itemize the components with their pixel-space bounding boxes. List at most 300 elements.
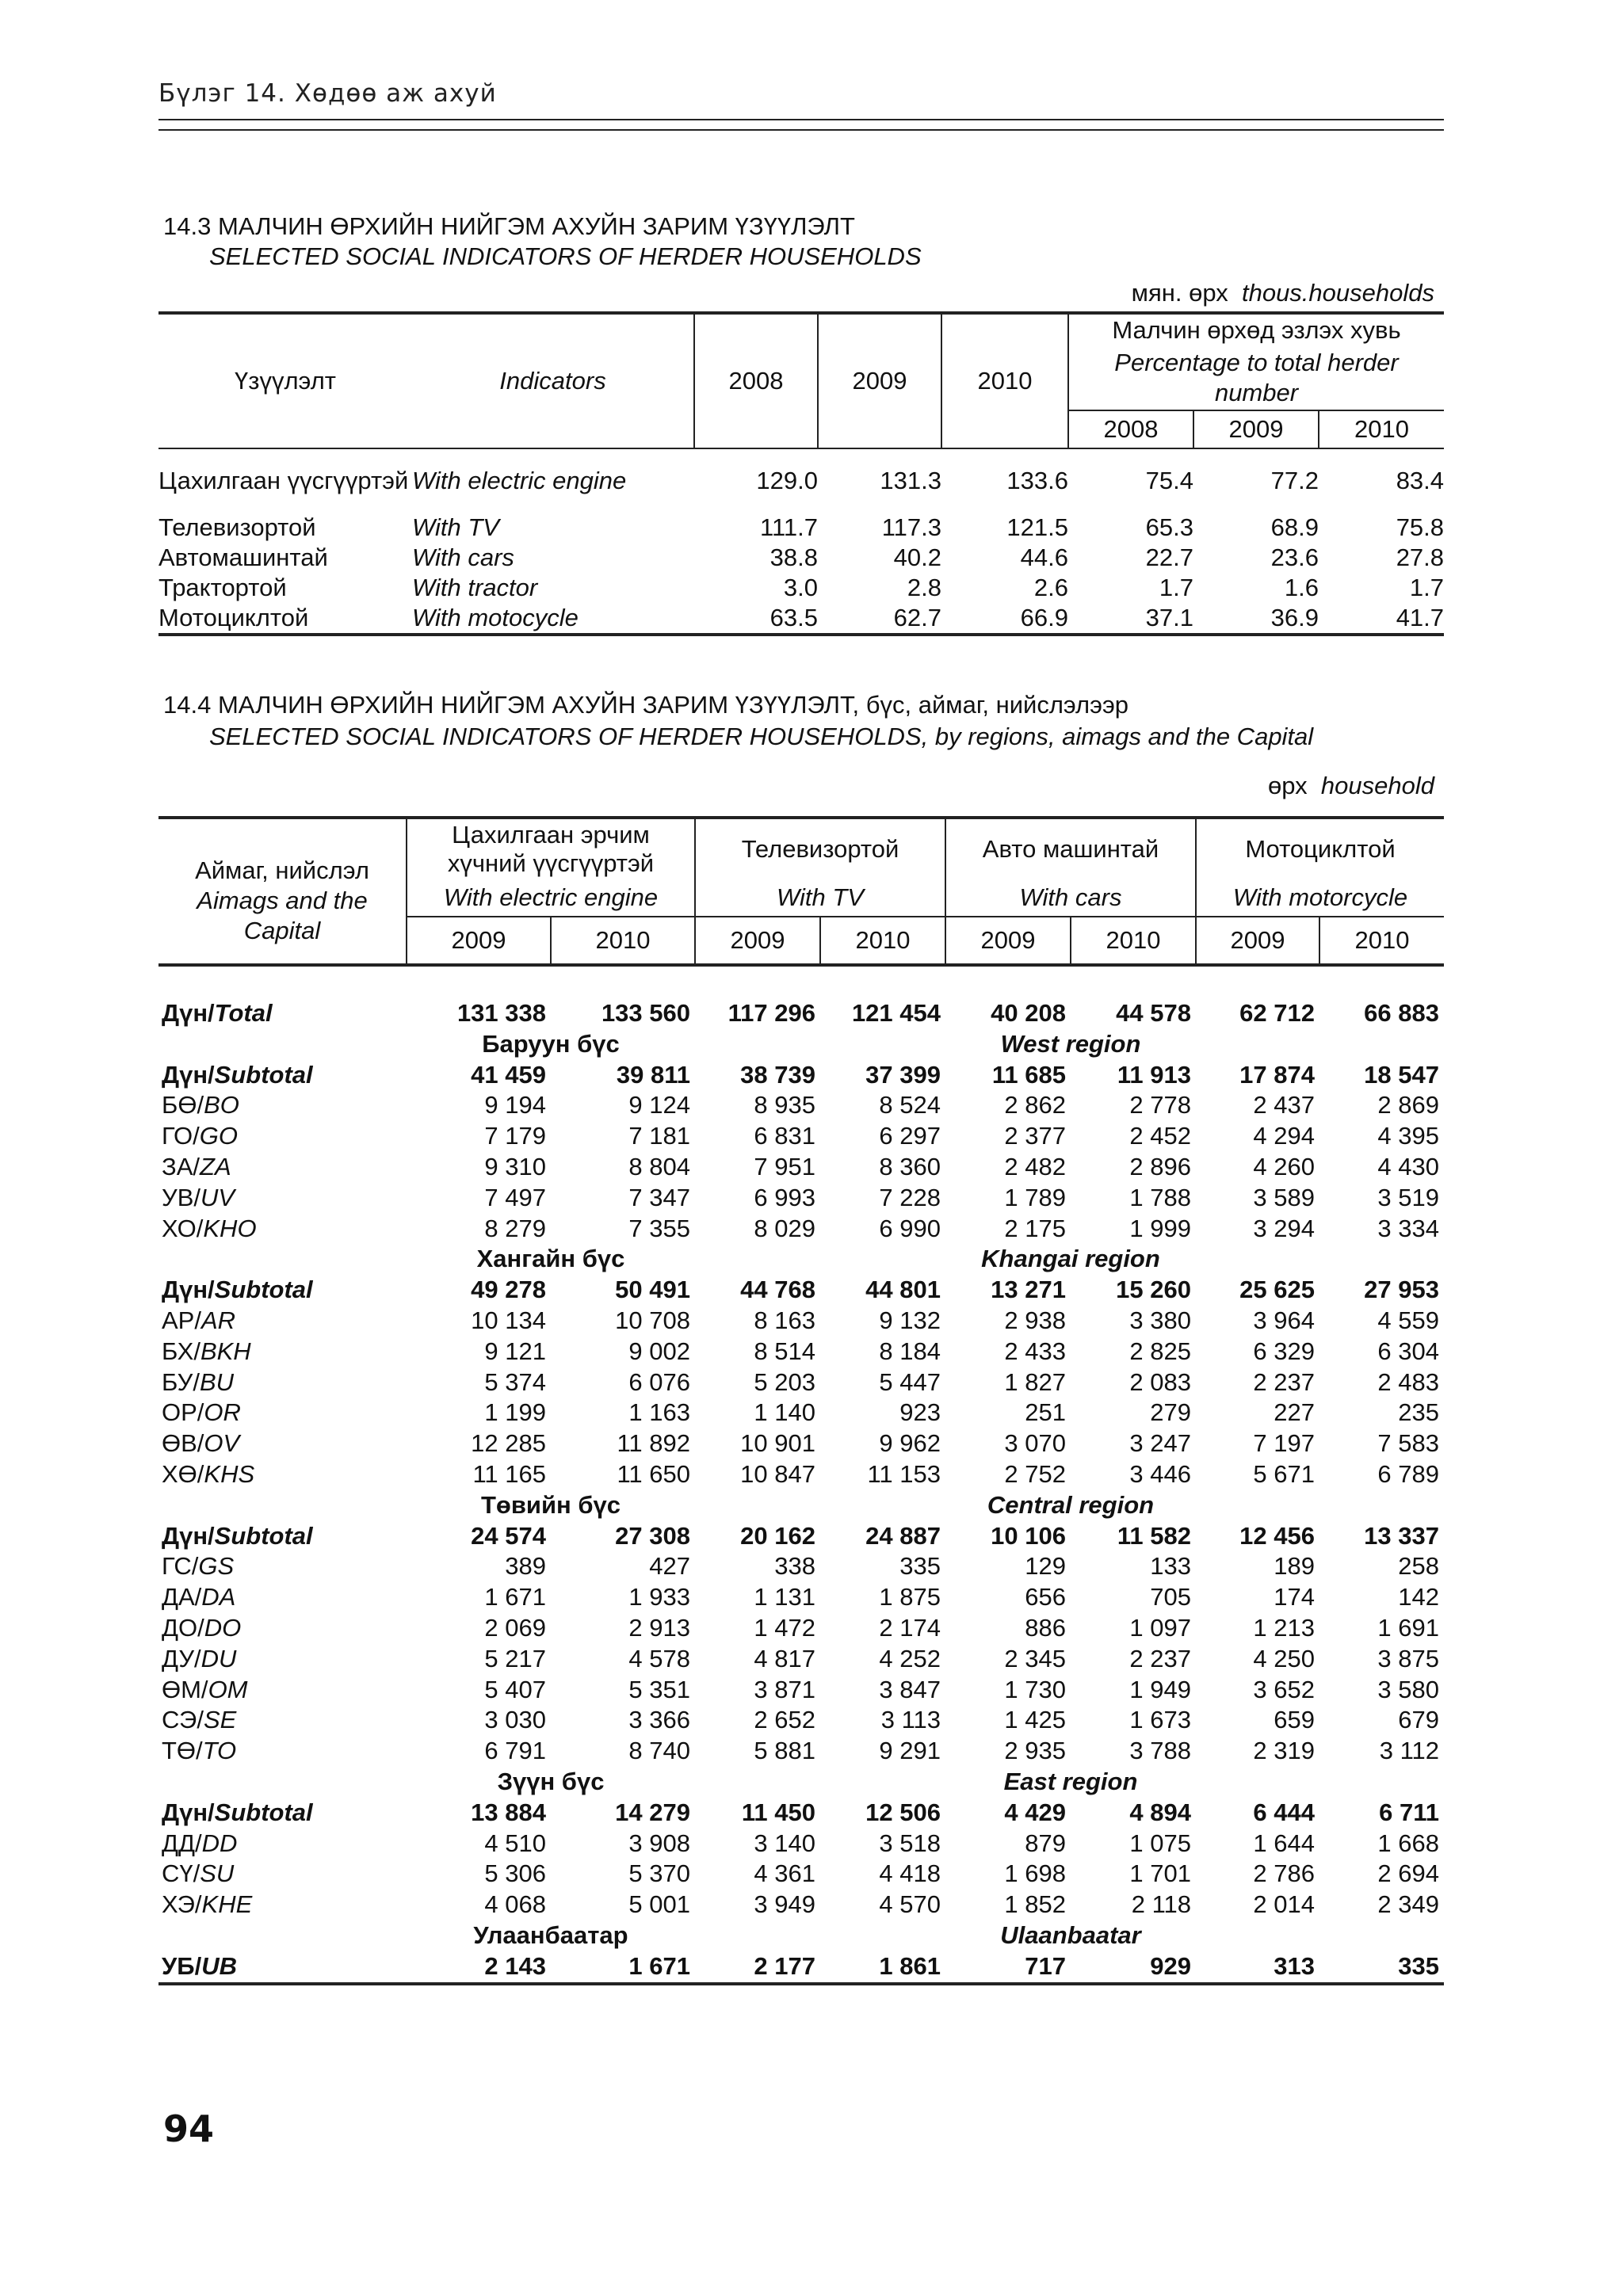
cell: 1 852 <box>1004 1890 1066 1919</box>
row-label-mn: Дүн/ <box>162 1060 215 1089</box>
row-label <box>158 1398 407 1428</box>
table-row <box>158 1613 1444 1644</box>
cell: 2 483 <box>1377 1367 1439 1396</box>
row-label-en: DD <box>201 1829 238 1857</box>
cell: 83.4 <box>1396 467 1445 494</box>
row-label-en: DO <box>204 1613 242 1642</box>
table-row <box>158 448 1444 513</box>
cell: 36.9 <box>1270 604 1319 631</box>
cell: 8 804 <box>628 1152 690 1180</box>
table2-year: 2009 <box>1196 917 1319 965</box>
cell: 235 <box>1398 1398 1439 1427</box>
cell: 3 140 <box>754 1829 815 1857</box>
table1-year: 2010 <box>941 313 1068 448</box>
cell: 1 861 <box>879 1951 941 1980</box>
cell: 5 203 <box>754 1367 815 1396</box>
cell: 1 933 <box>628 1583 690 1611</box>
cell: 22.7 <box>1145 543 1193 571</box>
cell: 2 862 <box>1004 1091 1066 1119</box>
cell: 40.2 <box>893 543 941 571</box>
cell: 2 377 <box>1004 1122 1066 1150</box>
row-label-en: UB <box>201 1951 237 1980</box>
row-label-en: With cars <box>412 543 514 571</box>
table1-unit <box>1132 279 1434 307</box>
cell: 3 589 <box>1253 1183 1315 1211</box>
row-label-mn: ГС/ <box>162 1552 199 1581</box>
cell: 11 913 <box>1117 1060 1191 1089</box>
cell: 4 250 <box>1253 1644 1315 1672</box>
table1-unit-en: thous.households <box>1241 279 1434 307</box>
table1-pct-en: Percentage to total herder number <box>1068 346 1444 410</box>
cell: 38.8 <box>769 543 818 571</box>
row-label-en: TO <box>202 1737 237 1765</box>
row-label-mn: Дүн/ <box>162 999 215 1027</box>
cell: 8 184 <box>879 1337 941 1365</box>
row-label <box>158 1736 407 1767</box>
cell: 3 446 <box>1129 1459 1191 1488</box>
row-label <box>158 1090 407 1121</box>
cell: 8 029 <box>754 1214 815 1242</box>
table2-year: 2010 <box>1319 917 1444 965</box>
cell: 338 <box>774 1552 815 1581</box>
cell: 4 068 <box>484 1890 546 1919</box>
cell: 1 668 <box>1377 1829 1439 1857</box>
cell: 24 887 <box>865 1521 941 1550</box>
cell: 5 407 <box>484 1675 546 1703</box>
cell: 4 395 <box>1377 1122 1439 1150</box>
cell: 2.8 <box>907 574 941 601</box>
cell: 37 399 <box>865 1060 941 1089</box>
cell: 66 883 <box>1364 999 1439 1027</box>
row-label <box>158 1951 407 1984</box>
row-label-en: KHS <box>204 1459 255 1488</box>
cell: 4 418 <box>879 1859 941 1888</box>
table2-unit <box>1268 772 1434 800</box>
cell: 1 999 <box>1129 1214 1191 1242</box>
cell: 10 134 <box>471 1306 546 1334</box>
row-label-en: With TV <box>412 513 499 541</box>
row-label-mn: ХО/ <box>162 1214 204 1242</box>
table1 <box>158 311 1444 636</box>
cell: 227 <box>1274 1398 1315 1427</box>
cell: 3 070 <box>1004 1429 1066 1458</box>
row-label-en: BU <box>199 1367 235 1396</box>
region-header-row <box>158 1767 1444 1798</box>
row-label-en: SE <box>203 1706 237 1734</box>
table2-group-electric-mn: Цахилгаан эрчим хүчний үүсгүүртэй <box>407 818 695 879</box>
row-label-en: Subtotal <box>214 1521 313 1550</box>
cell: 131 338 <box>456 999 546 1027</box>
cell: 7 197 <box>1253 1429 1315 1458</box>
cell: 5 370 <box>628 1859 690 1888</box>
row-label <box>158 998 407 1029</box>
row-label-mn: ӨВ/ <box>162 1429 204 1458</box>
row-label-mn: ОР/ <box>162 1398 204 1427</box>
table2-col-aimag <box>158 818 407 965</box>
table-row <box>158 1644 1444 1675</box>
row-label <box>158 1337 407 1367</box>
row-label-en: Subtotal <box>214 1060 313 1089</box>
table-row <box>158 1398 1444 1428</box>
table-row <box>158 1337 1444 1367</box>
cell: 9 194 <box>484 1091 546 1119</box>
row-label-mn: ӨМ/ <box>162 1675 208 1703</box>
cell: 62.7 <box>893 604 941 631</box>
cell: 3 875 <box>1377 1644 1439 1672</box>
region-name-en: Central region <box>987 1490 1155 1519</box>
cell: 6 297 <box>879 1122 941 1150</box>
cell: 129 <box>1025 1552 1066 1581</box>
cell: 2.6 <box>1033 574 1068 601</box>
cell: 3 380 <box>1129 1306 1191 1334</box>
cell: 2 778 <box>1129 1091 1191 1119</box>
cell: 8 360 <box>879 1152 941 1180</box>
cell: 44 801 <box>865 1276 941 1304</box>
cell: 335 <box>1398 1951 1439 1980</box>
row-label-mn: УВ/ <box>162 1183 200 1211</box>
table2-body <box>158 998 1444 1984</box>
cell: 3.0 <box>783 574 818 601</box>
cell: 1 698 <box>1004 1859 1066 1888</box>
cell: 41 459 <box>471 1060 546 1089</box>
region-name-en: East region <box>1003 1767 1138 1795</box>
cell: 2 786 <box>1253 1859 1315 1888</box>
cell: 251 <box>1025 1398 1066 1427</box>
row-label-mn: ХӨ/ <box>162 1459 204 1488</box>
row-label-mn: УБ/ <box>162 1951 202 1980</box>
cell: 7 228 <box>879 1183 941 1211</box>
row-label-mn: ЗА/ <box>162 1152 200 1180</box>
cell: 4 559 <box>1377 1306 1439 1334</box>
table-row <box>158 1859 1444 1890</box>
cell: 5 881 <box>754 1737 815 1765</box>
cell: 63.5 <box>769 604 818 631</box>
cell: 133 560 <box>601 999 690 1027</box>
row-label <box>158 1214 407 1245</box>
row-label-mn: ХЭ/ <box>162 1890 202 1919</box>
cell: 1 691 <box>1377 1613 1439 1642</box>
row-label-en: With tractor <box>412 574 538 601</box>
table-row <box>158 1275 1444 1306</box>
cell: 4 817 <box>754 1644 815 1672</box>
cell: 2 069 <box>484 1613 546 1642</box>
cell: 8 163 <box>754 1306 815 1334</box>
cell: 39 811 <box>616 1060 690 1089</box>
table2-year: 2009 <box>945 917 1071 965</box>
table-row <box>158 1951 1444 1984</box>
region-header-row <box>158 1490 1444 1521</box>
cell: 129.0 <box>756 467 818 494</box>
cell: 14 279 <box>615 1798 690 1826</box>
cell: 1.7 <box>1409 574 1445 601</box>
cell: 4 430 <box>1377 1152 1439 1180</box>
cell: 4 570 <box>879 1890 941 1919</box>
cell: 659 <box>1274 1706 1315 1734</box>
cell: 24 574 <box>471 1521 546 1550</box>
cell: 7 583 <box>1377 1429 1439 1458</box>
row-label-mn: ДУ/ <box>162 1644 201 1672</box>
table-row <box>158 1367 1444 1398</box>
table2-year: 2010 <box>1071 917 1196 965</box>
cell: 2 869 <box>1377 1091 1439 1119</box>
table2-unit-mn: өрх <box>1268 772 1308 799</box>
header-rule-top <box>158 119 1444 120</box>
cell: 1 789 <box>1004 1183 1066 1211</box>
cell: 389 <box>505 1552 546 1581</box>
cell: 2 083 <box>1129 1367 1191 1396</box>
cell: 2 652 <box>754 1706 815 1734</box>
row-label-en: Subtotal <box>214 1276 313 1304</box>
cell: 27 308 <box>615 1521 690 1550</box>
cell: 1 199 <box>484 1398 546 1427</box>
region-name-mn: Зүүн бүс <box>497 1767 605 1795</box>
cell: 335 <box>899 1552 941 1581</box>
cell: 49 278 <box>471 1276 546 1304</box>
cell: 12 506 <box>865 1798 941 1826</box>
cell: 929 <box>1150 1951 1191 1980</box>
cell: 11 685 <box>991 1060 1066 1089</box>
region-name-mn: Баруун бүс <box>482 1029 620 1058</box>
cell: 4 578 <box>628 1644 690 1672</box>
cell: 1 097 <box>1129 1613 1191 1642</box>
cell: 2 319 <box>1253 1737 1315 1765</box>
row-label-mn: СЭ/ <box>162 1706 204 1734</box>
cell: 313 <box>1274 1951 1315 1980</box>
cell: 427 <box>649 1552 690 1581</box>
cell: 1 472 <box>754 1613 815 1642</box>
row-label-en: OV <box>204 1429 240 1458</box>
table-row <box>158 1675 1444 1706</box>
cell: 6 791 <box>484 1737 546 1765</box>
cell: 2 237 <box>1253 1367 1315 1396</box>
cell: 1 949 <box>1129 1675 1191 1703</box>
table1-year: 2008 <box>694 313 818 448</box>
cell: 5 374 <box>484 1367 546 1396</box>
table2-group-tv-en: With TV <box>695 879 945 917</box>
table-row <box>158 543 1444 573</box>
cell: 142 <box>1398 1583 1439 1611</box>
cell: 656 <box>1025 1583 1066 1611</box>
cell: 1.6 <box>1284 574 1319 601</box>
cell: 1 140 <box>754 1398 815 1427</box>
table2-col-aimag-en: Aimags and the Capital <box>197 887 368 944</box>
cell: 3 334 <box>1377 1214 1439 1242</box>
table-row <box>158 573 1444 603</box>
cell: 6 304 <box>1377 1337 1439 1365</box>
cell: 117.3 <box>881 513 941 541</box>
cell: 4 894 <box>1129 1798 1191 1826</box>
cell: 2 175 <box>1004 1214 1066 1242</box>
row-label <box>158 1121 407 1152</box>
cell: 27.8 <box>1396 543 1445 571</box>
row-label <box>158 1367 407 1398</box>
row-label-mn: Дүн/ <box>162 1798 215 1826</box>
cell: 3 112 <box>1379 1737 1439 1765</box>
cell: 3 518 <box>879 1829 941 1857</box>
cell: 679 <box>1398 1706 1439 1734</box>
cell: 717 <box>1025 1951 1066 1980</box>
region-name-mn: Төвийн бүс <box>480 1490 621 1519</box>
table2-col-aimag-mn: Аймаг, нийслэл <box>195 856 369 884</box>
cell: 11 650 <box>617 1459 690 1488</box>
cell: 15 260 <box>1116 1276 1191 1304</box>
cell: 3 247 <box>1129 1429 1191 1458</box>
row-label <box>158 1459 407 1490</box>
cell: 62 712 <box>1239 999 1315 1027</box>
cell: 9 121 <box>484 1337 546 1365</box>
cell: 1 213 <box>1253 1613 1315 1642</box>
cell: 12 285 <box>471 1429 546 1458</box>
cell: 4 260 <box>1253 1152 1315 1180</box>
row-label-mn: БӨ/ <box>162 1091 204 1119</box>
table2-year: 2009 <box>695 917 820 965</box>
cell: 11 153 <box>867 1459 941 1488</box>
row-label-en: BO <box>204 1091 239 1119</box>
row-label-en: With electric engine <box>412 467 627 494</box>
cell: 2 349 <box>1377 1890 1439 1919</box>
cell: 3 908 <box>628 1829 690 1857</box>
cell: 65.3 <box>1145 513 1193 541</box>
table1-title-en: SELECTED SOCIAL INDICATORS OF HERDER HOUSEHOLDS <box>209 242 922 270</box>
cell: 3 294 <box>1253 1214 1315 1242</box>
row-label-en: ZA <box>200 1152 231 1180</box>
row-label-mn: ТӨ/ <box>162 1737 203 1765</box>
table-row <box>158 1121 1444 1152</box>
row-label-en: UV <box>200 1183 235 1211</box>
row-label <box>158 1798 407 1829</box>
table-row <box>158 603 1444 635</box>
cell: 6 329 <box>1253 1337 1315 1365</box>
row-label-mn: ГО/ <box>162 1122 200 1150</box>
cell: 174 <box>1274 1583 1315 1611</box>
cell: 5 351 <box>628 1675 690 1703</box>
row-label <box>158 1859 407 1890</box>
cell: 2 482 <box>1004 1152 1066 1180</box>
table2-group-electric-en: With electric engine <box>407 879 695 917</box>
row-label-mn: Автомашинтай <box>158 543 328 571</box>
table-row <box>158 1060 1444 1091</box>
row-label-en: GS <box>198 1552 235 1581</box>
header-rule-bottom <box>158 129 1444 131</box>
cell: 3 580 <box>1377 1675 1439 1703</box>
cell: 6 444 <box>1253 1798 1315 1826</box>
cell: 50 491 <box>615 1276 690 1304</box>
cell: 6 990 <box>879 1214 941 1242</box>
row-label-mn: СҮ/ <box>162 1859 200 1888</box>
cell: 2 752 <box>1004 1459 1066 1488</box>
cell: 8 524 <box>879 1091 941 1119</box>
row-label <box>158 1829 407 1859</box>
cell: 1 425 <box>1004 1706 1066 1734</box>
cell: 9 310 <box>484 1152 546 1180</box>
region-name-mn: Улаанбаатар <box>473 1920 628 1949</box>
row-label-mn: Дүн/ <box>162 1521 215 1550</box>
cell: 2 143 <box>484 1951 546 1980</box>
cell: 2 896 <box>1129 1152 1191 1180</box>
table2-group-moto-en: With motorcycle <box>1196 879 1444 917</box>
table2-unit-en: household <box>1320 772 1434 799</box>
table2-title-en: SELECTED SOCIAL INDICATORS OF HERDER HOUSEHOLDS, by regions, aimags and the Capital <box>209 723 1314 750</box>
cell: 2 913 <box>628 1613 690 1642</box>
cell: 121 454 <box>851 999 941 1027</box>
row-label <box>158 1582 407 1613</box>
table2-group-cars-mn: Авто машинтай <box>945 818 1196 879</box>
cell: 2 177 <box>754 1951 815 1980</box>
cell: 17 874 <box>1239 1060 1315 1089</box>
table-row <box>158 513 1444 543</box>
cell: 2 938 <box>1004 1306 1066 1334</box>
cell: 1 875 <box>879 1583 941 1611</box>
cell: 3 847 <box>879 1675 941 1703</box>
cell: 705 <box>1150 1583 1191 1611</box>
cell: 1 163 <box>628 1398 690 1427</box>
cell: 2 345 <box>1004 1644 1066 1672</box>
cell: 9 291 <box>879 1737 941 1765</box>
cell: 4 429 <box>1004 1798 1066 1826</box>
row-label-en: OR <box>204 1398 241 1427</box>
table-row <box>158 1705 1444 1736</box>
cell: 8 279 <box>484 1214 546 1242</box>
row-label <box>158 1675 407 1706</box>
cell: 2 825 <box>1129 1337 1191 1365</box>
table2-title-mn: 14.4 МАЛЧИН ӨРХИЙН НИЙГЭМ АХУЙН ЗАРИМ ҮЗҮҮЛЭЛТ, бүс, аймаг, нийслэлээр <box>163 691 1129 719</box>
row-label-en: KHO <box>203 1214 257 1242</box>
cell: 3 949 <box>754 1890 815 1919</box>
cell: 1 827 <box>1004 1367 1066 1396</box>
cell: 11 165 <box>472 1459 546 1488</box>
row-label-mn: ДД/ <box>162 1829 202 1857</box>
region-header-row <box>158 1920 1444 1951</box>
cell: 66.9 <box>1020 604 1068 631</box>
row-label-en: With motocycle <box>412 604 579 631</box>
table-row <box>158 1736 1444 1767</box>
row-label <box>158 1551 407 1582</box>
row-label-en: DU <box>200 1644 237 1672</box>
cell: 5 306 <box>484 1859 546 1888</box>
cell: 2 433 <box>1004 1337 1066 1365</box>
row-label-mn: БУ/ <box>162 1367 200 1396</box>
cell: 2 437 <box>1253 1091 1315 1119</box>
cell: 9 132 <box>879 1306 941 1334</box>
row-label-en: BKH <box>200 1337 251 1365</box>
cell: 6 076 <box>628 1367 690 1396</box>
row-label-en: GO <box>199 1122 239 1150</box>
cell: 44 578 <box>1116 999 1191 1027</box>
cell: 40 208 <box>991 999 1066 1027</box>
cell: 111.7 <box>760 513 818 541</box>
cell: 886 <box>1025 1613 1066 1642</box>
cell: 7 181 <box>628 1122 690 1150</box>
table2-year: 2009 <box>407 917 551 965</box>
table2 <box>158 816 1444 1985</box>
cell: 117 296 <box>727 999 815 1027</box>
region-name-en: Khangai region <box>981 1245 1160 1273</box>
cell: 258 <box>1398 1552 1439 1581</box>
row-label-en: KHE <box>201 1890 253 1919</box>
region-name-mn: Хангайн бүс <box>476 1245 625 1273</box>
cell: 23.6 <box>1270 543 1319 571</box>
table-row <box>158 1214 1444 1245</box>
table-row <box>158 1152 1444 1183</box>
cell: 8 514 <box>754 1337 815 1365</box>
cell: 75.4 <box>1145 467 1193 494</box>
row-label-mn: Дүн/ <box>162 1276 215 1304</box>
cell: 923 <box>899 1398 941 1427</box>
cell: 11 450 <box>741 1798 815 1826</box>
cell: 1 671 <box>628 1951 690 1980</box>
cell: 2 237 <box>1129 1644 1191 1672</box>
cell: 38 739 <box>740 1060 815 1089</box>
